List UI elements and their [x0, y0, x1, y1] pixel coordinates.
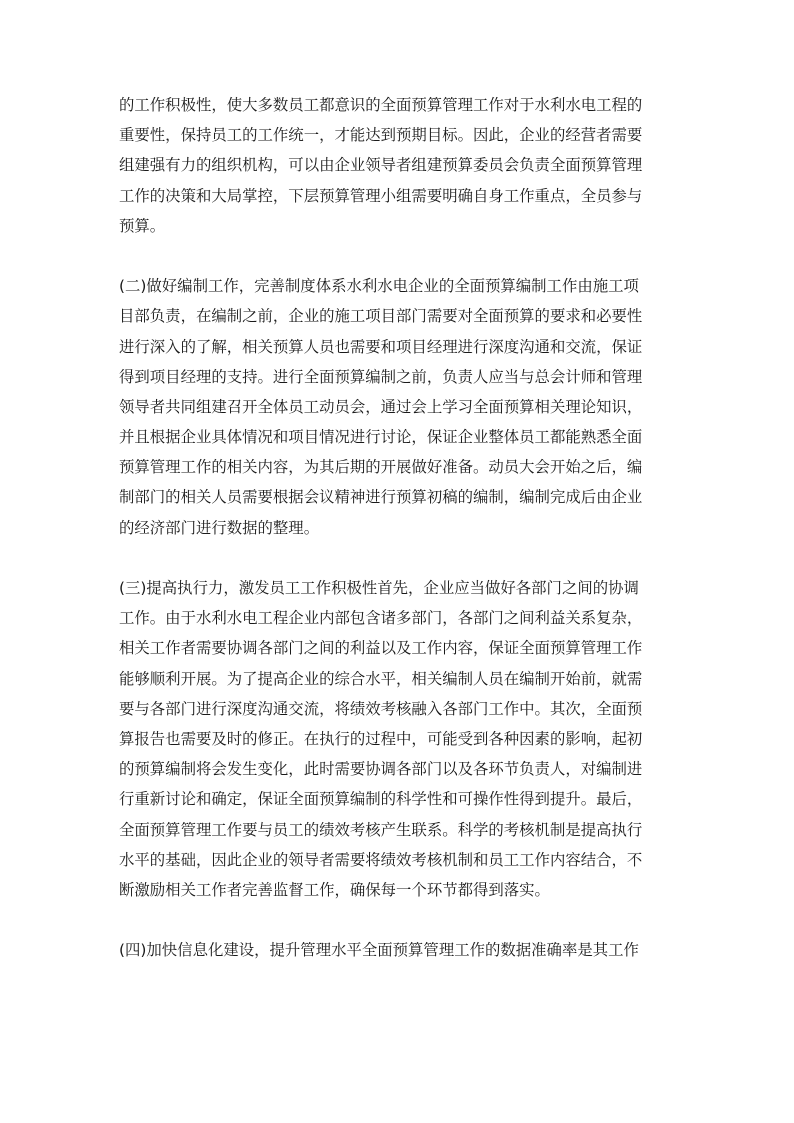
text-line: 相关工作者需要协调各部门之间的利益以及工作内容，保证全面预算管理工作: [119, 639, 643, 658]
paragraph-gap: [119, 905, 664, 935]
text-line: 得到项目经理的支持。进行全面预算编制之前，负责人应当与总会计师和管理: [119, 367, 643, 386]
text-line: 算报告也需要及时的修正。在执行的过程中，可能受到各种因素的影响，起初: [119, 729, 643, 748]
text-line: 的工作积极性，使大多数员工都意识的全面预算管理工作对于水利水电工程的: [119, 96, 643, 114]
text-line: 领导者共同组建召开全体员工动员会，通过会上学习全面预算相关理论知识，: [119, 397, 643, 416]
text-line: 预算。: [119, 216, 166, 235]
text-line: 工作的决策和大局掌控，下层预算管理小组需要明确自身工作重点，全员参与: [119, 186, 643, 205]
text-line: (三)提高执行力，激发员工工作积极性首先，企业应当做好各部门之间的协调: [119, 579, 639, 597]
text-line: 行重新讨论和确定，保证全面预算编制的科学性和可操作性得到提升。最后，: [119, 790, 643, 809]
text-line: 要与各部门进行深度沟通交流，将绩效考核融入各部门工作中。其次，全面预: [119, 699, 643, 718]
text-line: 目部负责，在编制之前，企业的施工项目部门需要对全面预算的要求和必要性: [119, 307, 643, 326]
text-line: 预算管理工作的相关内容，为其后期的开展做好准备。动员大会开始之后，编: [119, 458, 643, 477]
text-line: 全面预算管理工作要与员工的绩效考核产生联系。科学的考核机制是提高执行: [119, 820, 643, 839]
text-line: 组建强有力的组织机构，可以由企业领导者组建预算委员会负责全面预算管理: [119, 156, 643, 175]
text-line: 并且根据企业具体情况和项目情况进行讨论，保证企业整体员工都能熟悉全面: [119, 428, 643, 447]
paragraph-3: [119, 573, 664, 905]
text-line: 的经济部门进行数据的整理。: [119, 518, 320, 537]
text-line: 的预算编制将会发生变化，此时需要协调各部门以及各环节负责人，对编制进: [119, 760, 643, 779]
paragraph-2: [119, 271, 664, 543]
text-line: 能够顺利开展。为了提高企业的综合水平，相关编制人员在编制开始前，就需: [119, 669, 643, 688]
paragraph-gap: [119, 543, 664, 573]
paragraph-4: [119, 935, 664, 965]
text-line: 断激励相关工作者完善监督工作，确保每一个环节都得到落实。: [119, 880, 550, 899]
text-line: 重要性，保持员工的工作统一，才能达到预期目标。因此，企业的经营者需要: [119, 126, 643, 145]
text-line: (二)做好编制工作，完善制度体系水利水电企业的全面预算编制工作由施工项: [119, 277, 639, 296]
paragraph-gap: [119, 241, 664, 271]
paragraph-1: [119, 90, 664, 241]
text-line: 水平的基础，因此企业的领导者需要将绩效考核机制和员工工作内容结合，不: [119, 850, 643, 869]
text-line: 进行深入的了解，相关预算人员也需要和项目经理进行深度沟通和交流，保证: [119, 337, 643, 356]
document-body: [119, 90, 664, 965]
text-line: 工作。由于水利水电工程企业内部包含诸多部门，各部门之间利益关系复杂，: [119, 609, 643, 628]
text-line: (四)加快信息化建设，提升管理水平全面预算管理工作的数据准确率是其工作: [119, 941, 639, 960]
text-line: 制部门的相关人员需要根据会议精神进行预算初稿的编制，编制完成后由企业: [119, 488, 643, 507]
